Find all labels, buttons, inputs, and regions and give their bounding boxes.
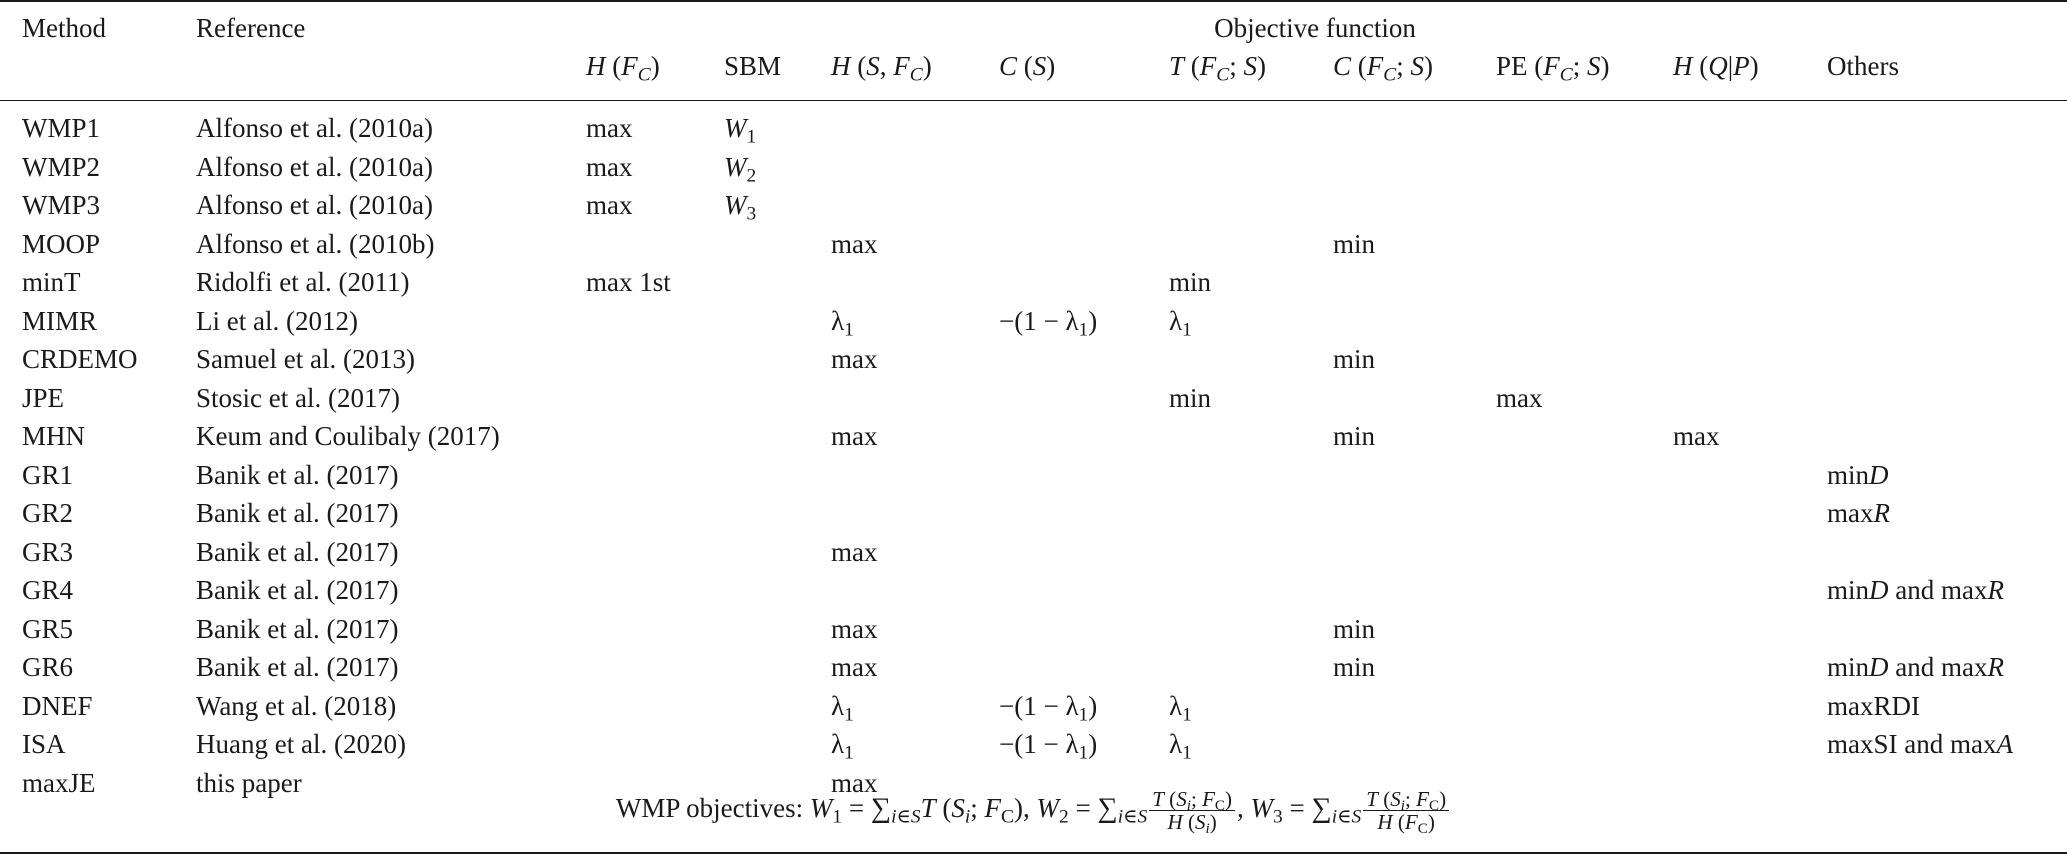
cell-others: maxR — [1827, 498, 1890, 528]
cell-hfc: max 1st — [586, 267, 671, 297]
table-row — [0, 303, 2067, 341]
cell-reference: Banik et al. (2017) — [196, 459, 399, 490]
cell-reference: Alfonso et al. (2010a) — [196, 113, 433, 143]
cell-hsfc: max — [831, 536, 878, 567]
cell-cfcs: min — [1333, 228, 1376, 259]
cell-method: CRDEMO — [22, 344, 138, 374]
cell-reference: Banik et al. (2017) — [196, 613, 399, 644]
table-row — [0, 611, 2067, 649]
cell-hsfc: max — [831, 613, 878, 644]
table-row — [0, 149, 2067, 187]
cell-tfcs: $\lambda_1$ — [1169, 690, 1192, 725]
cell-sbm: $W_1$ — [724, 113, 757, 148]
cell-cfcs: min — [1333, 421, 1376, 451]
cell-reference: Keum and Coulibaly (2017) — [196, 421, 500, 451]
cell-method: WMP2 — [22, 151, 101, 182]
cell-reference: Banik et al. (2017) — [196, 575, 399, 605]
cell-reference: Samuel et al. (2013) — [196, 344, 415, 374]
table-row — [0, 341, 2067, 379]
cell-others: maxRDI — [1827, 690, 1920, 721]
table-row — [0, 187, 2067, 225]
cell-method: GR5 — [22, 613, 74, 644]
cell-hsfc: max — [831, 228, 878, 259]
cell-others: minD and maxR — [1827, 575, 2004, 605]
cell-method: GR4 — [22, 575, 74, 605]
cell-hsfc: max — [831, 652, 878, 682]
cell-cs: $-(1 - \lambda_1)$ — [999, 305, 1098, 340]
cell-cs: $-(1 - \lambda_1)$ — [999, 729, 1098, 764]
header-h-fc: H $(F_C)$ — [586, 51, 660, 86]
table-row — [0, 726, 2067, 764]
footnote-w3: $W_3 = \sum_{i\in S}$ $\frac{T (S_i; F_C)}{H (F_C)}$ — [1251, 793, 1452, 823]
cell-hfc: max — [586, 190, 633, 220]
table-row — [0, 110, 2067, 148]
cell-reference: Banik et al. (2017) — [196, 652, 399, 682]
cell-method: GR3 — [22, 536, 74, 567]
cell-reference: Banik et al. (2017) — [196, 536, 399, 567]
header-pe-fc-s: PE ($F_C$; S) — [1496, 51, 1610, 86]
cell-hfc: max — [586, 151, 633, 182]
header-h-s-fc: H (S, $F_C$) — [831, 51, 932, 86]
cell-reference: Stosic et al. (2017) — [196, 382, 400, 413]
table-row — [0, 418, 2067, 456]
cell-reference: Alfonso et al. (2010a) — [196, 190, 433, 220]
table-row — [0, 688, 2067, 726]
cell-cfcs: min — [1333, 652, 1376, 682]
header-t-fc-s: T ($F_C$; S) — [1169, 51, 1267, 86]
cell-others: minD — [1827, 459, 1889, 490]
cell-reference: Alfonso et al. (2010a) — [196, 151, 433, 182]
footnote-label: WMP objectives: — [615, 792, 804, 823]
top-rule — [0, 0, 2067, 2]
table-row — [0, 534, 2067, 572]
cell-method: maxJE — [22, 767, 96, 798]
cell-method: ISA — [22, 729, 66, 759]
cell-method: WMP3 — [22, 190, 101, 220]
cell-hsfc: $\lambda_1$ — [831, 305, 854, 340]
header-sbm: SBM — [724, 51, 782, 81]
cell-others: minD and maxR — [1827, 652, 2004, 682]
table-row — [0, 226, 2067, 264]
cell-reference: Huang et al. (2020) — [196, 729, 406, 759]
cell-reference: this paper — [196, 767, 302, 798]
cell-hsfc: max — [831, 344, 878, 374]
header-c-s: C (S) — [999, 51, 1056, 81]
cell-reference: Wang et al. (2018) — [196, 690, 397, 721]
cell-hsfc: max — [831, 421, 878, 451]
cell-pe: max — [1496, 382, 1543, 413]
footnote-w1: $W_1 = \sum_{i\in S}T$ ($S_i$; $F_C$) — [809, 792, 1024, 828]
cell-hfc: max — [586, 113, 633, 143]
cell-reference: Ridolfi et al. (2011) — [196, 267, 410, 297]
header-reference: Reference — [196, 13, 306, 43]
cell-method: minT — [22, 267, 81, 297]
cell-hsfc: $\lambda_1$ — [831, 690, 854, 725]
cell-reference: Li et al. (2012) — [196, 305, 358, 336]
cell-cfcs: min — [1333, 613, 1376, 644]
cell-method: MOOP — [22, 228, 101, 259]
table-row — [0, 457, 2067, 495]
cell-method: MIMR — [22, 305, 98, 336]
cell-hsfc: $\lambda_1$ — [831, 729, 854, 764]
footnote-w2: $W_2 = \sum_{i\in S}$ $\frac{T (S_i; F_C)}{H (S_i)}$ — [1037, 793, 1238, 823]
cell-hsfc: max — [831, 767, 878, 798]
wmp-footnote: WMP objectives: $W_1 = \sum_{i\in S}T$ ($S_i$; $F_C$), $W_2 = \sum_{i\in S}$ $\frac{T (S_i; F_C)}{H (S_i)}$ , $W_3 = \sum_{i\in S}$ $\frac{T (S_i; F_C)}{H (F_C)}$ — [0, 788, 2067, 833]
cell-sbm: $W_2$ — [724, 151, 757, 186]
header-method: Method — [22, 13, 106, 43]
cell-reference: Alfonso et al. (2010b) — [196, 228, 435, 259]
header-rule — [0, 100, 2067, 101]
cell-hqp: max — [1673, 421, 1720, 451]
header-objective-function: Objective function — [1214, 13, 1416, 43]
cell-others: maxSI and maxA — [1827, 729, 2013, 759]
header-h-q-p: H (Q|P) — [1673, 51, 1759, 81]
cell-method: GR2 — [22, 498, 74, 528]
cell-tfcs: min — [1169, 382, 1212, 413]
cell-reference: Banik et al. (2017) — [196, 498, 399, 528]
cell-method: WMP1 — [22, 113, 101, 143]
cell-method: GR1 — [22, 459, 74, 490]
cell-cfcs: min — [1333, 344, 1376, 374]
cell-method: GR6 — [22, 652, 74, 682]
header-others: Others — [1827, 51, 1899, 81]
table-row — [0, 495, 2067, 533]
cell-tfcs: min — [1169, 267, 1212, 297]
header-c-fc-s: C ($F_C$; S) — [1333, 51, 1433, 86]
cell-cs: $-(1 - \lambda_1)$ — [999, 690, 1098, 725]
table-row — [0, 649, 2067, 687]
table-row — [0, 264, 2067, 302]
cell-method: MHN — [22, 421, 86, 451]
table-row — [0, 572, 2067, 610]
cell-sbm: $W_3$ — [724, 190, 757, 225]
cell-tfcs: $\lambda_1$ — [1169, 729, 1192, 764]
cell-tfcs: $\lambda_1$ — [1169, 305, 1192, 340]
cell-method: DNEF — [22, 690, 93, 721]
table-row — [0, 380, 2067, 418]
cell-method: JPE — [22, 382, 65, 413]
